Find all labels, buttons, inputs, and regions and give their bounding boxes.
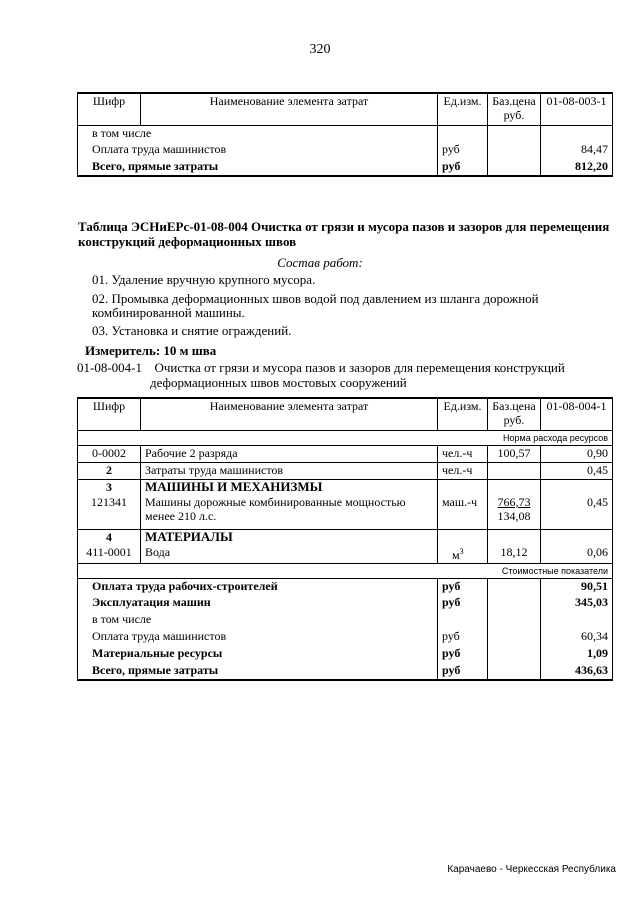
row-value: 84,47 xyxy=(541,142,613,159)
row-name: Материальные ресурсы xyxy=(78,646,438,663)
row-value: 0,45 xyxy=(541,495,613,529)
table-row xyxy=(78,646,613,663)
row-name: в том числе xyxy=(78,612,438,629)
row-name: Эксплуатация машин xyxy=(78,595,438,612)
table-row xyxy=(78,142,613,159)
section-title: Таблица ЭСНиЕРс-01-08-004 Очистка от грязи и мусора пазов и зазоров для перемещения конструкций деформационных швов xyxy=(78,219,610,249)
table-row xyxy=(78,495,613,529)
header-table-id: 01-08-003-1 xyxy=(541,93,613,125)
table-row xyxy=(78,125,613,142)
page-number: 320 xyxy=(309,42,331,57)
row-value: 1,09 xyxy=(541,646,613,663)
section-number: 4 xyxy=(78,529,141,545)
row-value: 436,63 xyxy=(541,663,613,680)
table-row xyxy=(78,663,613,680)
row-unit: руб xyxy=(438,629,488,646)
row-code: 2 xyxy=(78,462,141,479)
row-code: 121341 xyxy=(78,495,141,529)
header-base-price: Баз.цена руб. xyxy=(488,398,541,430)
main-cost-table xyxy=(77,397,613,681)
top-cost-table xyxy=(77,92,613,177)
row-value: 0,06 xyxy=(541,545,613,563)
section-heading: МАШИНЫ И МЕХАНИЗМЫ xyxy=(141,479,438,495)
table-row xyxy=(78,545,613,563)
header-unit: Ед.изм. xyxy=(438,93,488,125)
row-name: Машины дорожные комбинированные мощностью менее 210 л.с. xyxy=(141,495,438,529)
row-value: 345,03 xyxy=(541,595,613,612)
norm-caption: Норма расхода ресурсов xyxy=(78,430,613,445)
table-row xyxy=(78,578,613,595)
row-code: 411-0001 xyxy=(78,545,141,563)
header-code: Шифр xyxy=(78,398,141,430)
caption-row xyxy=(78,563,613,578)
row-value: 0,90 xyxy=(541,445,613,462)
work-item: 01. Удаление вручную крупного мусора. xyxy=(92,272,316,287)
table-row xyxy=(78,159,613,176)
table-header-row xyxy=(78,398,613,430)
row-name: Всего, прямые затраты xyxy=(78,159,438,176)
row-unit: руб xyxy=(438,578,488,595)
caption-row xyxy=(78,430,613,445)
row-unit: руб xyxy=(438,159,488,176)
measure-unit: Измеритель: 10 м шва xyxy=(85,343,217,358)
row-unit: руб xyxy=(438,595,488,612)
table-row xyxy=(78,462,613,479)
table-header-row xyxy=(78,93,613,125)
header-table-id: 01-08-004-1 xyxy=(541,398,613,430)
row-value: 90,51 xyxy=(541,578,613,595)
section-heading: МАТЕРИАЛЫ xyxy=(141,529,438,545)
table-row xyxy=(78,529,613,545)
header-name: Наименование элемента затрат xyxy=(141,93,438,125)
table-row xyxy=(78,595,613,612)
row-code: 0-0002 xyxy=(78,445,141,462)
row-name: Оплата труда машинистов xyxy=(78,142,438,159)
row-value: 812,20 xyxy=(541,159,613,176)
row-unit: руб xyxy=(438,646,488,663)
row-price: 100,57 xyxy=(488,445,541,462)
header-name: Наименование элемента затрат xyxy=(141,398,438,430)
page-footer: Карачаево - Черкесская Республика xyxy=(447,864,616,875)
header-base-price: Баз.цена руб. xyxy=(488,93,541,125)
row-name: в том числе xyxy=(78,125,438,142)
row-unit: чел.-ч xyxy=(438,445,488,462)
row-unit: маш.-ч xyxy=(438,495,488,529)
work-item: 02. Промывка деформационных швов водой под давлением из шланга дорожной xyxy=(92,291,539,306)
table-row xyxy=(78,445,613,462)
section-number: 3 xyxy=(78,479,141,495)
composition-label: Состав работ: xyxy=(277,255,363,270)
row-unit: руб xyxy=(438,142,488,159)
row-unit: $м^3$ xyxy=(438,545,488,563)
row-name: Рабочие 2 разряда xyxy=(141,445,438,462)
row-unit: руб xyxy=(438,663,488,680)
row-value: 0,45 xyxy=(541,462,613,479)
work-item: 03. Установка и снятие ограждений. xyxy=(92,323,292,338)
work-item: комбинированной машины. xyxy=(92,305,245,320)
row-name: Затраты труда машинистов xyxy=(141,462,438,479)
row-name: Вода xyxy=(141,545,438,563)
row-value: 60,34 xyxy=(541,629,613,646)
header-unit: Ед.изм. xyxy=(438,398,488,430)
table-row xyxy=(78,612,613,629)
row-price: 18,12 xyxy=(488,545,541,563)
row-name: Оплата труда машинистов xyxy=(78,629,438,646)
table-row xyxy=(78,629,613,646)
cost-caption: Стоимостные показатели xyxy=(78,563,613,578)
header-code: Шифр xyxy=(78,93,141,125)
row-name: Всего, прямые затраты xyxy=(78,663,438,680)
table-row xyxy=(78,479,613,495)
row-price: 766,73 134,08 xyxy=(488,495,541,529)
row-unit: чел.-ч xyxy=(438,462,488,479)
code-description: 01-08-004-1 Очистка от грязи и мусора пазов и зазоров для перемещения конструкций деформационных швов мостовых сооружений xyxy=(77,360,565,390)
row-name: Оплата труда рабочих-строителей xyxy=(78,578,438,595)
